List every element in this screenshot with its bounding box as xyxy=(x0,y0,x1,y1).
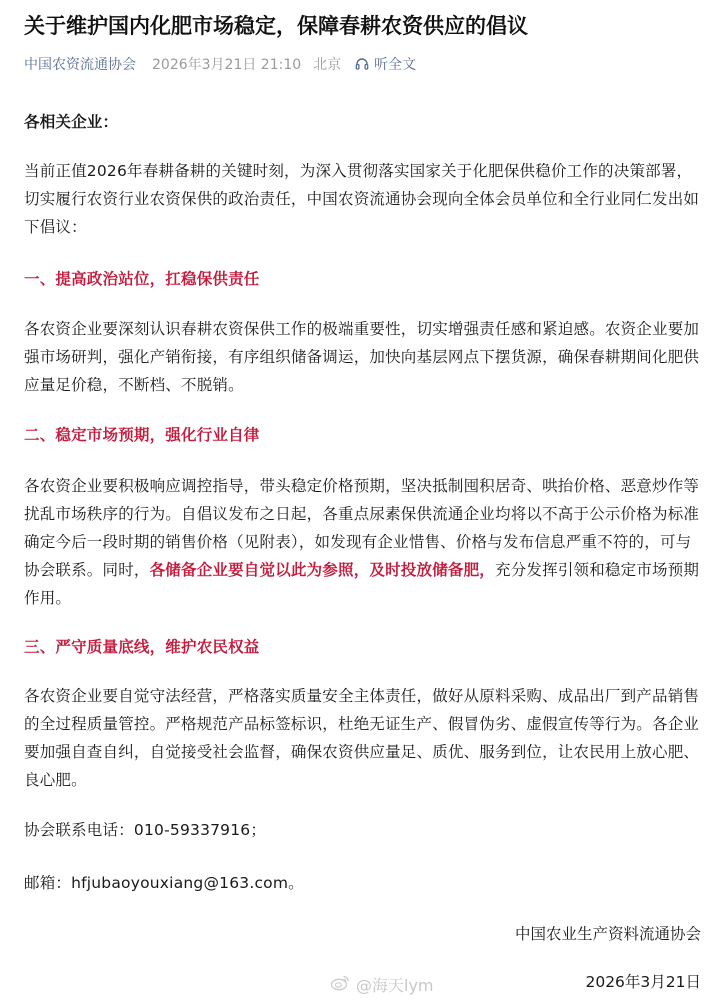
publish-datetime: 2026年3月21日 21:10 xyxy=(152,57,302,73)
section-2-body-tail: 充分发挥引领和稳定市场预期作用。 xyxy=(24,561,700,607)
signature: 中国农业生产资料流通协会 xyxy=(514,925,701,943)
section-3-body: 各农资企业要自觉守法经营，严格落实质量安全主体责任，做好从原料采购、成品出厂到产品销售的全过程质量管控。严格规范产品标签标识，杜绝无证生产、假冒伪劣、虚假宣传等行为。各企业要加强自查自纠，自觉接受社会监督，确保农资供应量足、质优、服务到位，让农民用上放心肥、良心肥。 xyxy=(24,687,700,789)
intro-paragraph: 当前正值2026年春耕备耕的关键时刻，为深入贯彻落实国家关于化肥保供稳价工作的决策部署，切实履行农资行业农资保供的政治责任，中国农资流通协会现向全体会员单位和全行业同仁发出如下倡议： xyxy=(24,162,700,236)
article-meta xyxy=(24,54,416,78)
section-2-heading: 二、稳定市场预期，强化行业自律 xyxy=(24,426,260,444)
headphone-icon xyxy=(355,56,369,78)
section-2-body xyxy=(24,472,700,612)
section-2-body-text: 各农资企业要积极响应调控指导，带头稳定价格预期，坚决抵制囤积居奇、哄抬价格、恶意炒作等扰乱市场秩序的行为。自倡议发布之日起，各重点尿素保供流通企业均将以不高于公示价格为标准确定今后一段时期的销售价格（见附表），如发现有企业惜售、价格与发布信息严重不符的，可与协会联系。同时， xyxy=(24,477,700,579)
watermark xyxy=(330,974,434,998)
section-1-heading: 一、提高政治站位，扛稳保供责任 xyxy=(24,270,260,288)
section-1-body: 各农资企业要深刻认识春耕农资保供工作的极端重要性，切实增强责任感和紧迫感。农资企业要加强市场研判，强化产销衔接，有序组织储备调运，加快向基层网点下摆货源，确保春耕期间化肥供应量足价稳，不断档、不脱销。 xyxy=(24,320,700,394)
listen-label: 听全文 xyxy=(374,57,417,73)
listen-button[interactable] xyxy=(355,57,416,73)
publish-location: 北京 xyxy=(313,57,342,73)
contact-phone: 协会联系电话：010-59337916； xyxy=(24,821,267,839)
article-title: 关于维护国内化肥市场稳定，保障春耕农资供应的倡议 xyxy=(24,14,528,38)
section-3-heading: 三、严守质量底线，维护农民权益 xyxy=(24,638,260,656)
watermark-text: @海天lym xyxy=(356,976,434,995)
sign-date: 2026年3月21日 xyxy=(585,973,701,991)
contact-email: 邮箱：hfjubaoyouxiang@163.com。 xyxy=(24,874,304,892)
section-2-emphasis: 各储备企业要自觉以此为参照，及时投放储备肥， xyxy=(149,561,496,579)
weibo-logo-icon xyxy=(330,974,350,998)
salutation: 各相关企业： xyxy=(24,113,119,131)
source-account-link[interactable]: 中国农资流通协会 xyxy=(24,57,136,73)
